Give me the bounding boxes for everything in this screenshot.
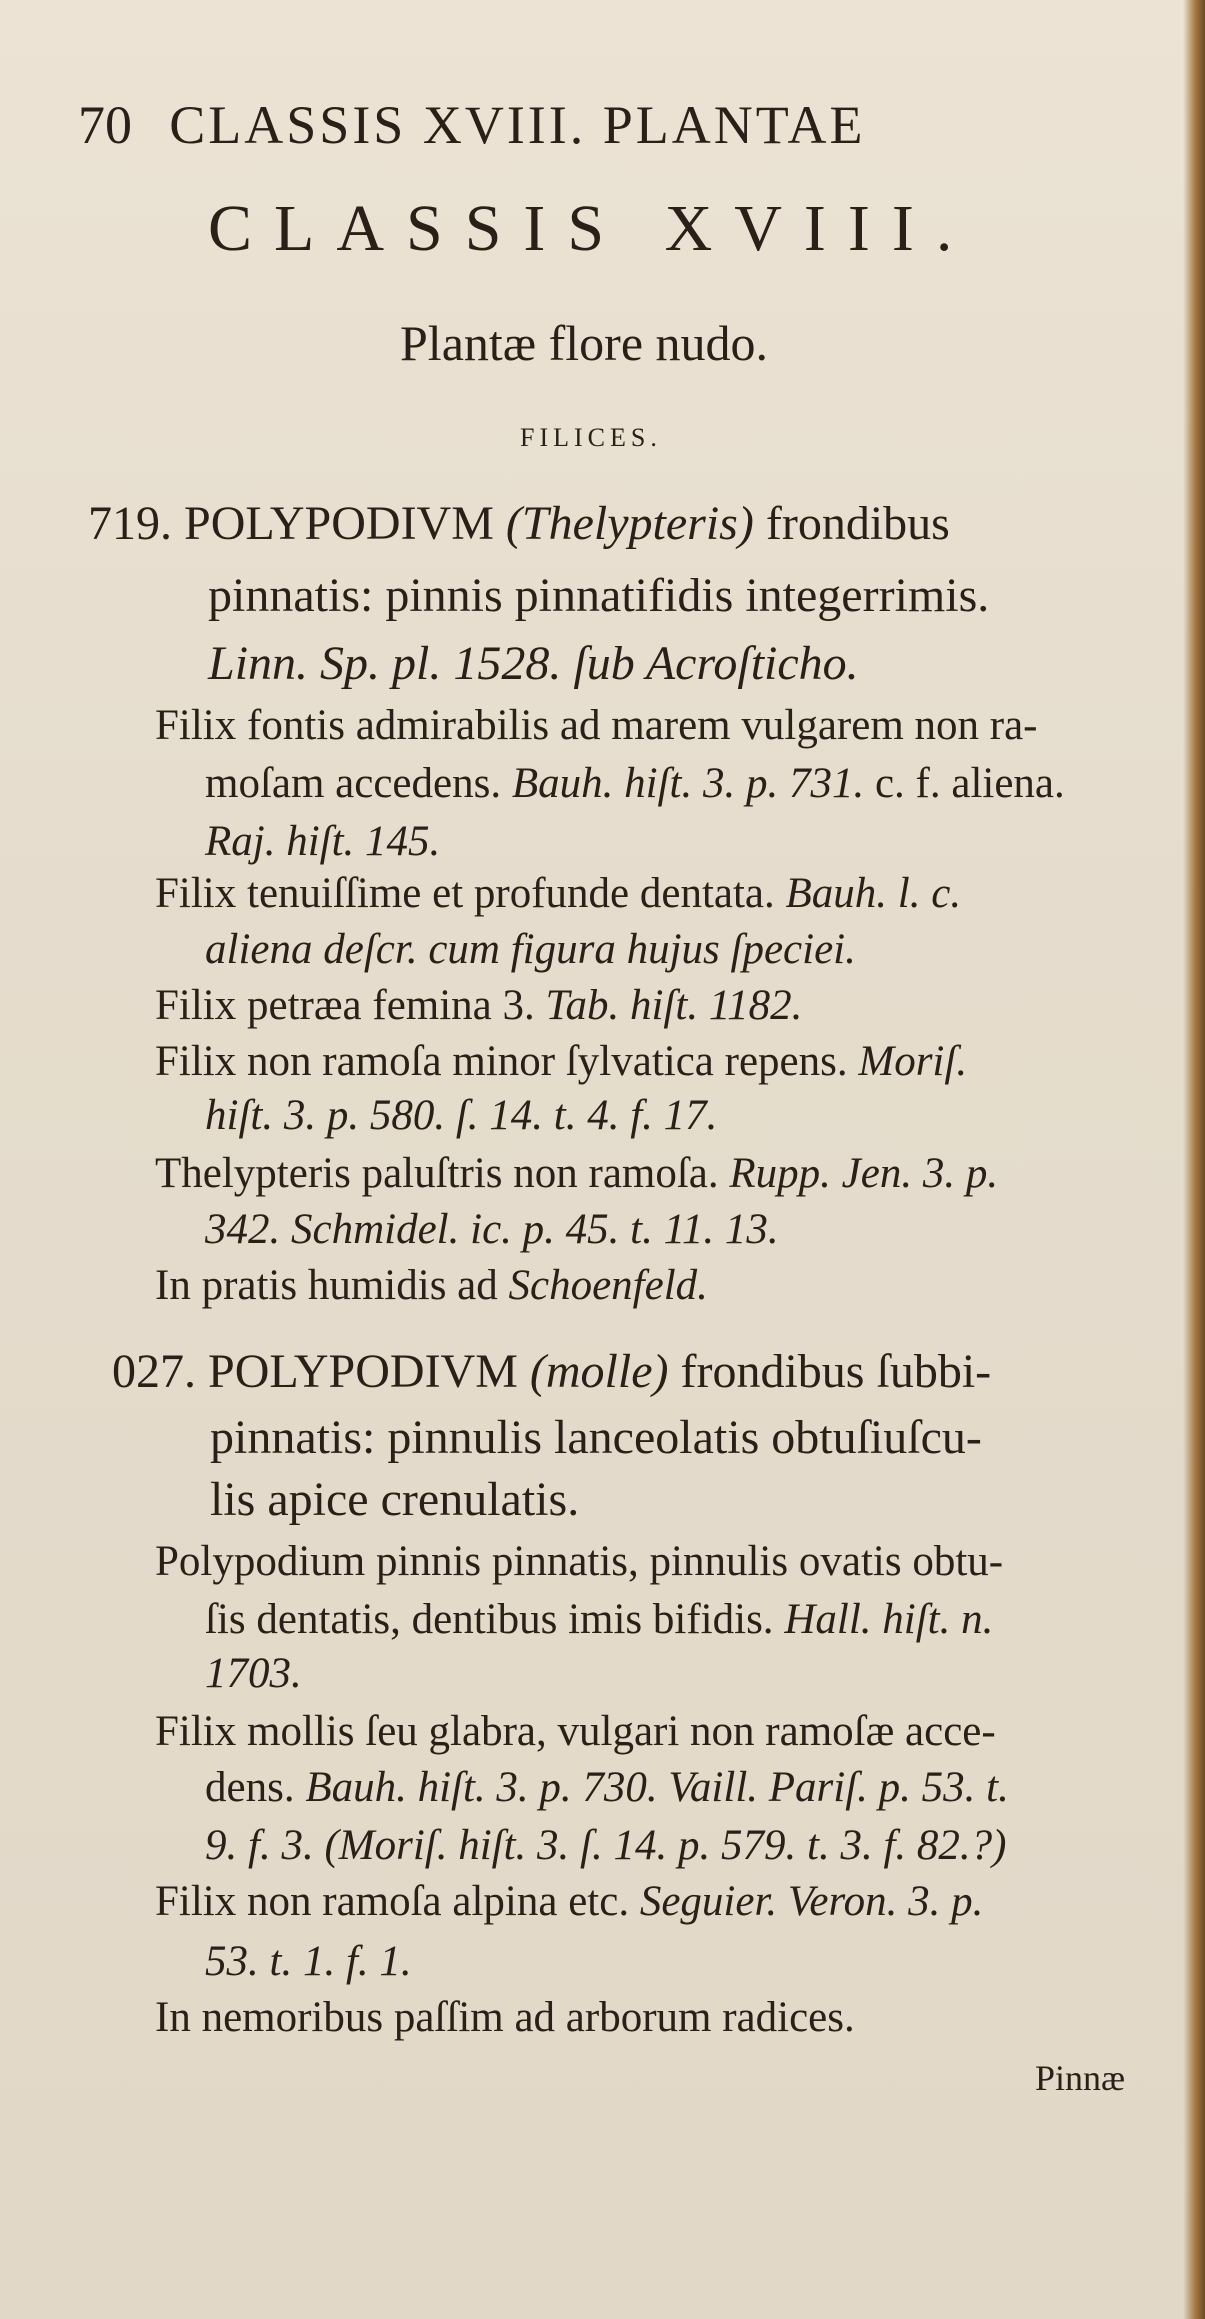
page-edge	[1183, 0, 1205, 2319]
entry-number: 027.	[112, 1345, 196, 1398]
entry-719-reference	[208, 637, 859, 690]
diagnosis: frondibus	[765, 497, 950, 550]
running-title: CLASSIS XVIII. PLANTAE	[169, 95, 866, 155]
synonym-line: aliena deſcr. cum figura hujus ſpeciei.	[205, 926, 856, 973]
synonym-line: Filix non ramoſa minor ſylvatica repens. Moriſ.	[155, 1038, 968, 1085]
synonym-line: Filix non ramoſa alpina etc. Seguier. Veron. 3. p.	[155, 1878, 984, 1925]
running-head	[78, 95, 866, 155]
synonym-line: hiſt. 3. p. 580. ſ. 14. t. 4. f. 17.	[205, 1092, 718, 1139]
synonym-line: 9. f. 3. (Moriſ. hiſt. 3. ſ. 14. p. 579. t. 3. f. 82.?)	[205, 1822, 1007, 1869]
subtitle: Plantæ flore nudo.	[400, 315, 769, 371]
entry-027-diagnosis-line3: lis apice crenulatis.	[210, 1473, 580, 1526]
synonym-line: dens. Bauh. hiſt. 3. p. 730. Vaill. Pariſ. p. 53. t.	[205, 1764, 1009, 1811]
page-number: 70	[78, 95, 132, 155]
synonym-line: In nemoribus paſſim ad arborum radices.	[155, 1994, 855, 2041]
synonym-line: Polypodium pinnis pinnatis, pinnulis ovatis obtu-	[155, 1538, 1004, 1585]
diagnosis: frondibus ſubbi-	[680, 1345, 992, 1398]
entry-719-diagnosis-line2: pinnatis: pinnis pinnatifidis integerrimis.	[208, 569, 990, 622]
synonym-line: Filix tenuiſſime et profunde dentata. Bauh. l. c.	[155, 870, 962, 917]
class-title: CLASSIS XVIII.	[208, 192, 975, 265]
section-heading: FILICES.	[520, 423, 662, 452]
entry-number: 719.	[88, 497, 172, 550]
entry-719-heading	[88, 497, 950, 550]
synonym-line: 1703.	[205, 1650, 302, 1697]
catchword: Pinnæ	[1035, 2058, 1126, 2098]
synonym-line: moſam accedens. Bauh. hiſt. 3. p. 731. c. f. aliena.	[205, 760, 1065, 807]
synonym-line: Raj. hiſt. 145.	[205, 818, 441, 865]
ref-author: Linn.	[208, 637, 309, 690]
synonym-line: Thelypteris paluſtris non ramoſa. Rupp. Jen. 3. p.	[155, 1150, 999, 1197]
synonym-line: Filix fontis admirabilis ad marem vulgarem non ra-	[155, 702, 1038, 749]
synonym-line: In pratis humidis ad Schoenfeld.	[155, 1262, 708, 1309]
ref-work: Sp. pl. 1528. ſub Acroſticho.	[320, 637, 859, 690]
species-name: (molle)	[529, 1345, 669, 1398]
synonym-line: Filix mollis ſeu glabra, vulgari non ramoſæ acce-	[155, 1708, 996, 1755]
synonym-line: ſis dentatis, dentibus imis bifidis. Hall. hiſt. n.	[205, 1596, 994, 1643]
entry-027-heading	[112, 1345, 992, 1398]
synonym-line: 53. t. 1. f. 1.	[205, 1938, 412, 1985]
species-name: (Thelypteris)	[505, 497, 754, 550]
entry-027-diagnosis-line2: pinnatis: pinnulis lanceolatis obtuſiuſcu-	[210, 1411, 982, 1464]
genus-name: POLYPODIVM	[208, 1345, 518, 1398]
genus-name: POLYPODIVM	[184, 497, 494, 550]
synonym-line: 342. Schmidel. ic. p. 45. t. 11. 13.	[205, 1206, 779, 1253]
synonym-line: Filix petræa femina 3. Tab. hiſt. 1182.	[155, 982, 803, 1029]
